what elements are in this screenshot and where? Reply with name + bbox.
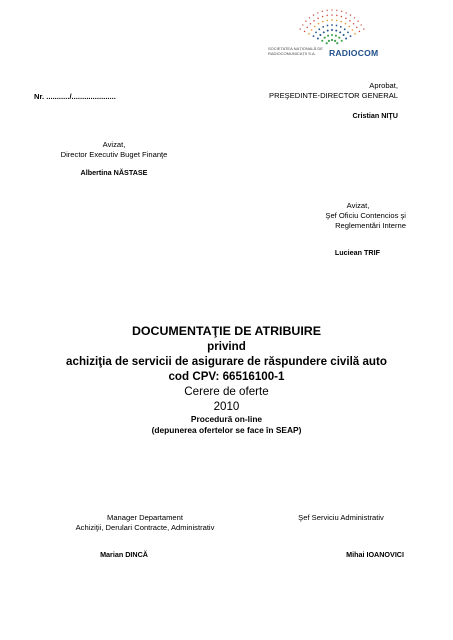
logo-dot — [341, 11, 342, 12]
logo-dot — [339, 31, 341, 33]
logo-dot — [363, 28, 364, 29]
signature-admin-title: Şef Serviciu Administrativ — [298, 513, 384, 522]
logo-dot — [327, 25, 329, 27]
logo-dot — [322, 26, 324, 28]
logo-dot — [336, 42, 338, 44]
logo-dot — [326, 42, 328, 44]
logo-dot — [331, 19, 333, 21]
signature-admin-block — [256, 513, 426, 523]
logo-dot — [308, 33, 310, 35]
logo-dot — [305, 21, 306, 22]
logo-dot — [356, 27, 358, 29]
logo-dot — [326, 10, 327, 11]
logo-dot — [327, 30, 329, 32]
logo-dot — [314, 26, 316, 28]
logo-dot — [349, 20, 351, 22]
registration-number: Nr. .........../..................... — [34, 92, 116, 101]
endorsement-legal-name: Luciean TRIF — [334, 248, 380, 257]
signature-manager-title-line1: Manager Departament — [107, 513, 183, 522]
approval-block — [220, 81, 398, 101]
signature-admin-name: Mihai IOANOVICI — [346, 550, 404, 559]
logo-dot — [317, 12, 318, 13]
logo-dot — [313, 35, 315, 37]
logo-dot — [331, 24, 333, 26]
logo-dot — [343, 34, 345, 36]
logo-dot — [345, 18, 347, 20]
logo-dot — [310, 23, 312, 25]
document-title-block — [30, 324, 423, 436]
approval-title: PREŞEDINTE-DIRECTOR GENERAL — [269, 91, 398, 100]
logo-dot — [340, 21, 342, 23]
logo-dot — [340, 26, 342, 28]
document-seap: (depunerea ofertelor se face în SEAP) — [151, 425, 302, 435]
document-cpv: cod CPV: 66516100-1 — [168, 370, 285, 383]
approval-label: Aprobat, — [369, 81, 398, 90]
endorsement-title: Director Executiv Buget Finanţe — [60, 150, 168, 159]
logo-dot — [331, 29, 333, 31]
logo-dot — [335, 30, 337, 32]
logo-dot — [300, 28, 301, 29]
logo-dot — [331, 39, 333, 41]
document-subject: achiziţia de servicii de asigurare de răspundere civilă auto — [66, 355, 387, 368]
logo-dot — [324, 37, 326, 39]
logo-dot — [348, 26, 350, 28]
logo-dot — [341, 40, 343, 42]
logo-dot — [334, 40, 336, 42]
logo-dot — [317, 38, 319, 40]
logo-dot — [321, 40, 323, 42]
endorsement-label: Avizat, — [102, 140, 126, 149]
endorsement-finance-name: Albertina NĂSTASE — [80, 168, 148, 177]
logo-dot — [353, 23, 355, 25]
endorsement-title-line2: Reglementări Interne — [335, 221, 406, 230]
logo-dot — [336, 15, 338, 17]
logo-dot — [357, 21, 358, 22]
logo-dot — [361, 24, 362, 25]
logo-dot — [336, 20, 338, 22]
logo-dot — [346, 12, 347, 13]
document-title: DOCUMENTAŢIE DE ATRIBUIRE — [131, 324, 322, 338]
signature-manager-name: Marian DINCĂ — [100, 550, 148, 559]
logo-dot — [352, 29, 354, 31]
document-year: 2010 — [213, 400, 240, 413]
logo-dot — [317, 18, 319, 20]
logo-dot — [347, 32, 349, 34]
logo-dot — [335, 35, 337, 37]
logo-dot — [311, 29, 313, 31]
logo-dot — [331, 34, 333, 36]
logo-dot — [338, 37, 340, 39]
logo-dot — [344, 28, 346, 30]
logo-dot — [350, 14, 351, 15]
logo-dot — [323, 31, 325, 33]
logo-dot — [354, 33, 356, 35]
logo-dot — [359, 31, 361, 33]
document-online: Procedură on-line — [190, 414, 263, 424]
document-procedure: Cerere de oferte — [184, 385, 269, 398]
logo-dot — [322, 21, 324, 23]
logo-dot — [345, 23, 347, 25]
logo-dot — [306, 27, 308, 29]
logo-dot — [328, 40, 330, 42]
logo-dot — [322, 16, 324, 18]
logo-dot — [322, 11, 323, 12]
logo-dot — [327, 35, 329, 37]
logo-dot — [345, 38, 347, 40]
logo-dot — [319, 34, 321, 36]
logo-dot — [313, 14, 314, 15]
logo-dot — [313, 20, 315, 22]
logo-dot — [336, 10, 337, 11]
logo-dot — [341, 16, 343, 18]
logo-dot — [331, 9, 332, 10]
logo-dot — [304, 31, 306, 33]
document-privind: privind — [207, 340, 246, 353]
logo-dot — [318, 23, 320, 25]
logo-dot — [309, 17, 310, 18]
logo-dot — [315, 32, 317, 34]
signature-manager-title-line2: Achiziţii, Derulari Contracte, Administrativ — [75, 523, 215, 532]
endorsement-label: Avizat, — [346, 201, 370, 210]
logo-dot — [350, 35, 352, 37]
signature-manager-block — [56, 513, 234, 533]
logo-dot — [302, 24, 303, 25]
logo-dot — [331, 14, 333, 16]
logo-dot — [354, 17, 355, 18]
approval-name: Cristian NIŢU — [352, 111, 398, 120]
endorsement-finance-block — [24, 140, 204, 160]
company-name: RADIOCOM — [329, 48, 379, 58]
endorsement-title-line1: Şef Oficiu Contencios şi — [325, 211, 406, 220]
logo-dot — [318, 28, 320, 30]
logo-dot — [326, 20, 328, 22]
endorsement-legal-block — [250, 201, 406, 231]
logo-dot — [336, 25, 338, 27]
company-full-name: SOCIETATEA NAȚIONALĂ DE RADIOCOMUNICAȚII S.A. — [268, 46, 323, 56]
logo-dot — [326, 15, 328, 17]
